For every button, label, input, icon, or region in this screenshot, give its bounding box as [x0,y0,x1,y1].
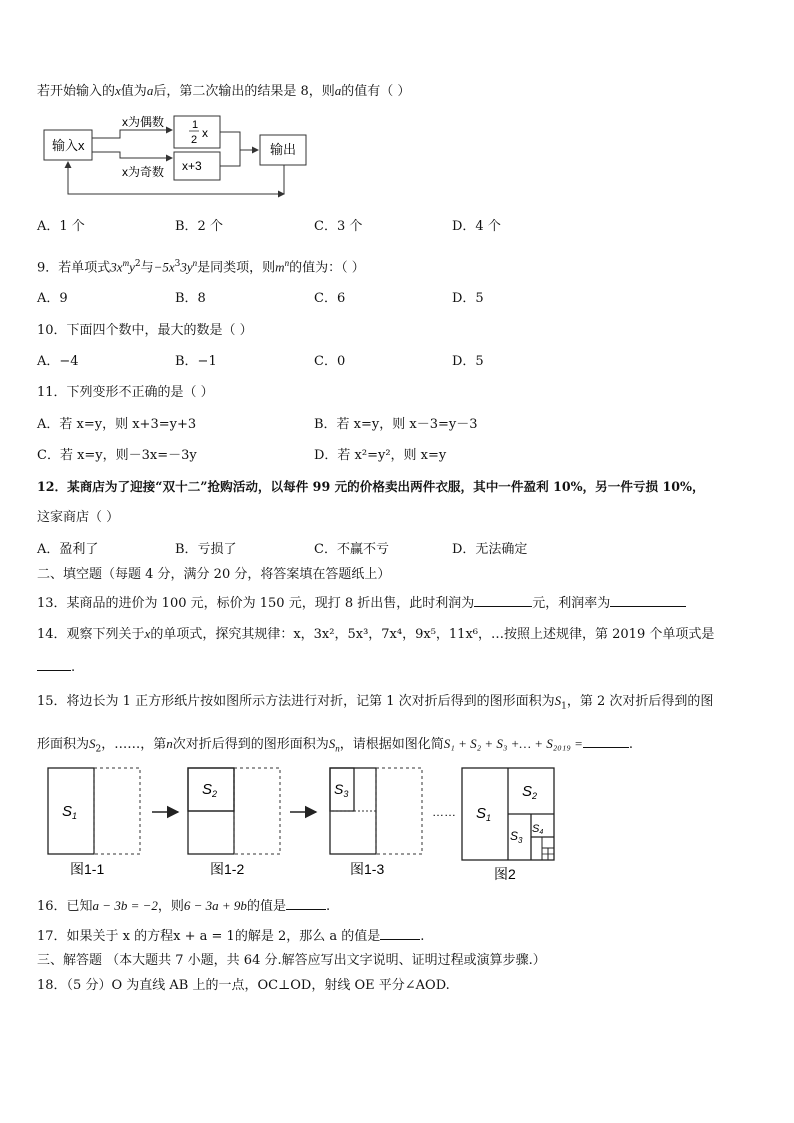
fig13-caption: 图1-3 [350,861,385,877]
fig13-s3-label: $S_3$ [334,781,349,799]
q10-option-c: C．0 [314,354,346,369]
q15-blank[interactable] [583,734,629,748]
q8-option-c: C．3 个 [314,219,363,234]
flow-even-label: x为偶数 [122,115,165,129]
flow-output-text: 输出 [270,142,297,157]
q15-figures [40,760,580,886]
fig2-caption: 图2 [494,866,516,882]
q12-option-c: C．不赢不亏 [314,542,389,557]
q10-option-b: B．−1 [175,354,217,369]
q11-option-c: C．若 x=y，则－3x=－3y [37,448,197,463]
q9-option-c: C．6 [314,291,346,306]
q15-line1: 15．将边长为 1 正方形纸片按如图所示方法进行对折，记第 1 次对折后得到的图形面积为$S_1$，第 2 次对折后得到的图 [37,693,714,712]
q9-option-d: D．5 [452,291,484,306]
q11-option-d: D．若 x²=y²，则 x=y [314,448,447,463]
fig2-s4-label: S4 [532,823,544,836]
q8-option-d: D．4 个 [452,219,501,234]
fig12-s2-label: $S_2$ [202,781,218,799]
q17-stem: 17．如果关于 x 的方程x + a = 1的解是 2，那么 a 的值是 . [37,926,424,946]
flow-half-x: x [202,126,208,140]
q9-option-a: A．9 [37,291,68,306]
section-fill-in-heading: 二、填空题（每题 4 分，满分 20 分，将答案填在答题纸上） [37,567,391,582]
fig2-s1-label: $S_1$ [476,805,492,823]
q12-line2: 这家商店（ ） [37,510,120,525]
q16-blank[interactable] [286,896,326,910]
fig12-caption: 图1-2 [210,861,245,877]
fig2-s3-label: $S_3$ [510,829,523,845]
q15-line2: 形面积为$S_2$，……，第n次对折后得到的图形面积为$S_n$，请根据如图化简S₁ + S₂ + S₃ +… + S₂₀₁₉ = . [37,736,633,755]
q11-option-b: B．若 x=y，则 x－3=y－3 [314,417,478,432]
q8-flowchart [40,110,320,202]
q8-stem: 若开始输入的x值为a后，第二次输出的结果是 8，则a的值有（ ） [37,83,411,99]
q13-stem: 13．某商品的进价为 100 元，标价为 150 元，现打 8 折出售，此时利润为 元，利润率为 [37,593,686,613]
q12-option-b: B．亏损了 [175,542,237,557]
q10-stem: 10．下面四个数中，最大的数是（ ） [37,323,253,338]
flow-odd-label: x为奇数 [122,165,165,179]
section-solve-heading: 三、解答题 （本大题共 7 小题，共 64 分.解答应写出文字说明、证明过程或演算步骤.） [37,953,546,968]
q13-blank-rate[interactable] [610,593,686,607]
q12-option-a: A．盈利了 [37,542,99,557]
q10-option-d: D．5 [452,354,484,369]
q11-stem: 11．下列变形不正确的是（ ） [37,385,214,400]
q12-line1: 12．某商店为了迎接“双十二”抢购活动，以每件 99 元的价格卖出两件衣服，其中一件盈利 10%，另一件亏损 10%， [37,479,705,494]
q14-blank[interactable] [37,657,71,671]
q8-option-b: B．2 个 [175,219,223,234]
flow-input-text: 输入x [52,138,85,153]
q13-blank-profit[interactable] [474,593,532,607]
fig11-s1-label: $S_1$ [62,803,78,821]
q17-blank[interactable] [380,926,420,940]
q12-option-d: D．无法确定 [452,542,528,557]
q11-option-a: A．若 x=y，则 x+3=y+3 [37,417,197,432]
fig2-s2-label: $S_2$ [522,783,538,801]
fig-dots: …… [432,805,456,819]
flow-half-num: 1 [192,119,199,131]
fig11-caption: 图1-1 [70,861,105,877]
flow-plus3-text: x+3 [182,159,202,173]
q18-stem: 18．（5 分）O 为直线 AB 上的一点，OC⊥OD，射线 OE 平分∠AOD. [37,978,450,993]
q14-stem: 14．观察下列关于x的单项式，探究其规律：x，3x²，5x³，7x⁴，9x⁵，11x⁶，…按照上述规律，第 2019 个单项式是 [37,626,715,642]
q10-option-a: A．−4 [37,354,79,369]
q9-option-b: B．8 [175,291,206,306]
q16-stem: 16．已知a − 3b = −2，则6 − 3a + 9b的值是 . [37,898,331,914]
q14-answer-line: . [37,657,75,677]
q9-stem: 9．若单项式$3x^my^2$与$-5x^33y^n$是同类项，则$m^n$的值为：（ ） [37,258,365,276]
q8-option-a: A．1 个 [37,219,85,234]
flow-half-den: 2 [191,134,198,146]
